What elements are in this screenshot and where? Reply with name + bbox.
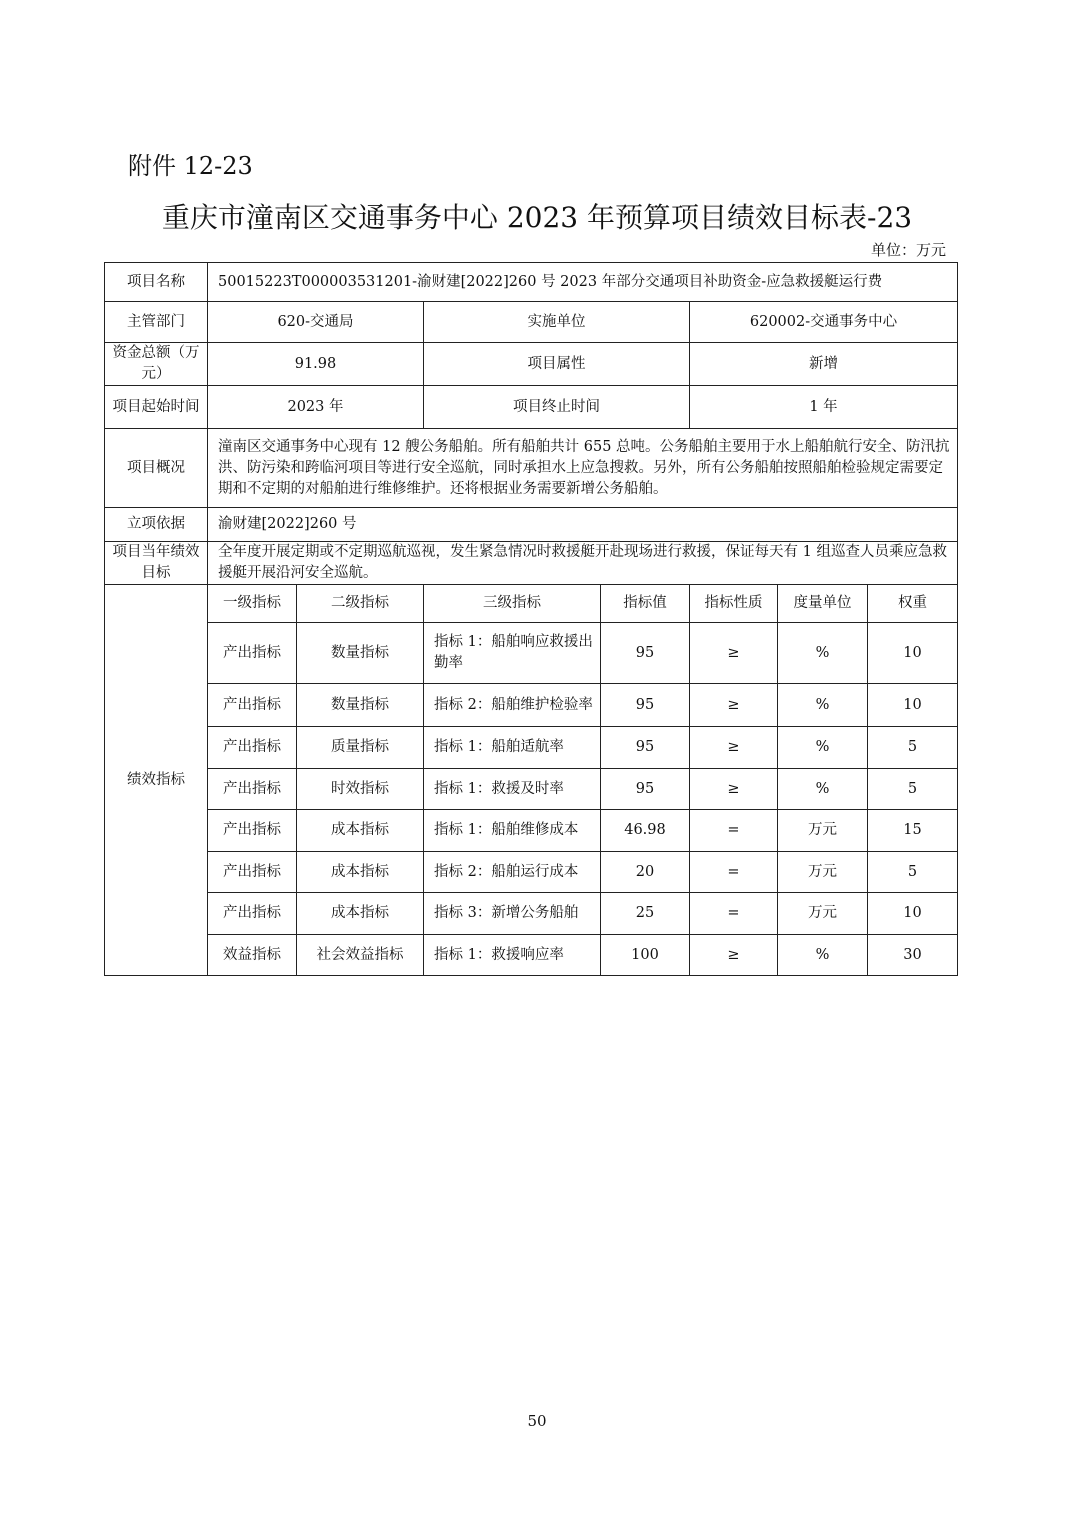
metric-cell: 成本指标 [297,810,424,852]
metric-cell: 万元 [778,810,868,852]
overview: 潼南区交通事务中心现有 12 艘公务船舶。所有船舶共计 655 总吨。公务船舶主要用于水上船舶航行安全、防汛抗洪、防污染和跨临河项目等进行安全巡航，同时承担水上应急搜救。另外，所有公务船舶按照船舶检验规定需要定期和不定期的对船舶进行维修维护。还将根据业务需要新增公务船舶。 [208,429,958,508]
metric-cell: 46.98 [601,810,690,852]
fund: 91.98 [208,343,424,386]
metric-cell: 100 [601,935,690,976]
metric-cell: % [778,684,868,727]
metric-cell: 指标 1：船舶适航率 [424,727,601,769]
metric-cell: % [778,935,868,976]
metric-row [105,893,958,935]
row-basis [105,508,958,542]
metric-cell: % [778,769,868,810]
page-title: 重庆市潼南区交通事务中心 2023 年预算项目绩效目标表-23 [161,201,913,234]
metric-cell: ≥ [690,935,778,976]
project-name: 50015223T000003531201-渝财建[2022]260 号 2023 年部分交通项目补助资金-应急救援艇运行费 [208,263,958,302]
impl: 620002-交通事务中心 [690,302,958,343]
label-project-name: 项目名称 [105,263,208,302]
dept: 620-交通局 [208,302,424,343]
metric-cell: 数量指标 [297,684,424,727]
end: 1 年 [690,386,958,429]
row-time [105,386,958,429]
metrics-header-cell: 权重 [868,585,958,623]
metric-cell: 产出指标 [208,684,297,727]
metric-cell: 产出指标 [208,623,297,684]
row-overview [105,429,958,508]
metric-cell: 产出指标 [208,810,297,852]
metric-cell: 30 [868,935,958,976]
metric-row [105,623,958,684]
page-number: 50 [527,1412,547,1430]
metric-cell: 指标 1：救援及时率 [424,769,601,810]
attr: 新增 [690,343,958,386]
goal: 全年度开展定期或不定期巡航巡视，发生紧急情况时救援艇开赴现场进行救援，保证每天有 1 组巡查人员乘应急救援艇开展沿河安全巡航。 [208,542,958,585]
metric-cell: 万元 [778,893,868,935]
metric-cell: 产出指标 [208,852,297,893]
label-goal: 项目当年绩效目标 [105,542,208,585]
metric-cell: 效益指标 [208,935,297,976]
attachment-label: 附件 12-23 [128,152,253,180]
metric-row [105,935,958,976]
performance-table [104,262,958,976]
metric-cell: = [690,893,778,935]
metric-cell: 社会效益指标 [297,935,424,976]
label-attr: 项目属性 [424,343,690,386]
metric-cell: 指标 1：救援响应率 [424,935,601,976]
metric-cell: 成本指标 [297,893,424,935]
metric-cell: 25 [601,893,690,935]
metric-cell: 20 [601,852,690,893]
metric-cell: 指标 2：船舶运行成本 [424,852,601,893]
metrics-header-row [105,585,958,623]
label-dept: 主管部门 [105,302,208,343]
metric-cell: 10 [868,623,958,684]
metric-row [105,769,958,810]
label-basis: 立项依据 [105,508,208,542]
metric-cell: 产出指标 [208,769,297,810]
metric-cell: 数量指标 [297,623,424,684]
unit-label: 单位：万元 [870,241,946,259]
row-dept [105,302,958,343]
label-metrics: 绩效指标 [105,585,208,976]
metric-cell: % [778,727,868,769]
metric-cell: % [778,623,868,684]
label-start: 项目起始时间 [105,386,208,429]
metric-row [105,684,958,727]
start: 2023 年 [208,386,424,429]
metric-cell: 产出指标 [208,893,297,935]
metric-cell: 5 [868,769,958,810]
metric-cell: 万元 [778,852,868,893]
metric-cell: 15 [868,810,958,852]
metric-cell: 10 [868,684,958,727]
metric-cell: 95 [601,769,690,810]
metric-cell: 指标 3：新增公务船舶 [424,893,601,935]
metric-cell: 指标 1：船舶维修成本 [424,810,601,852]
metrics-header-cell: 二级指标 [297,585,424,623]
metric-cell: 指标 2：船舶维护检验率 [424,684,601,727]
metric-cell: ≥ [690,727,778,769]
metrics-header-cell: 三级指标 [424,585,601,623]
basis: 渝财建[2022]260 号 [208,508,958,542]
metric-cell: 5 [868,852,958,893]
metric-row [105,810,958,852]
metric-cell: 5 [868,727,958,769]
metric-cell: ≥ [690,769,778,810]
metric-cell: 产出指标 [208,727,297,769]
metrics-header-cell: 指标值 [601,585,690,623]
label-impl: 实施单位 [424,302,690,343]
label-overview: 项目概况 [105,429,208,508]
metric-cell: 质量指标 [297,727,424,769]
metric-cell: 95 [601,727,690,769]
row-project-name [105,263,958,302]
row-goal [105,542,958,585]
metric-cell: 时效指标 [297,769,424,810]
label-fund: 资金总额（万元） [105,343,208,386]
metric-cell: 95 [601,684,690,727]
metric-cell: = [690,810,778,852]
metric-cell: ≥ [690,684,778,727]
metric-cell: 10 [868,893,958,935]
metric-cell: = [690,852,778,893]
metric-cell: 95 [601,623,690,684]
metric-row [105,852,958,893]
metrics-header-cell: 度量单位 [778,585,868,623]
row-fund [105,343,958,386]
metrics-header-cell: 一级指标 [208,585,297,623]
metric-row [105,727,958,769]
metrics-header-cell: 指标性质 [690,585,778,623]
metric-cell: 指标 1：船舶响应救援出勤率 [424,623,601,684]
metric-cell: 成本指标 [297,852,424,893]
metric-cell: ≥ [690,623,778,684]
label-end: 项目终止时间 [424,386,690,429]
